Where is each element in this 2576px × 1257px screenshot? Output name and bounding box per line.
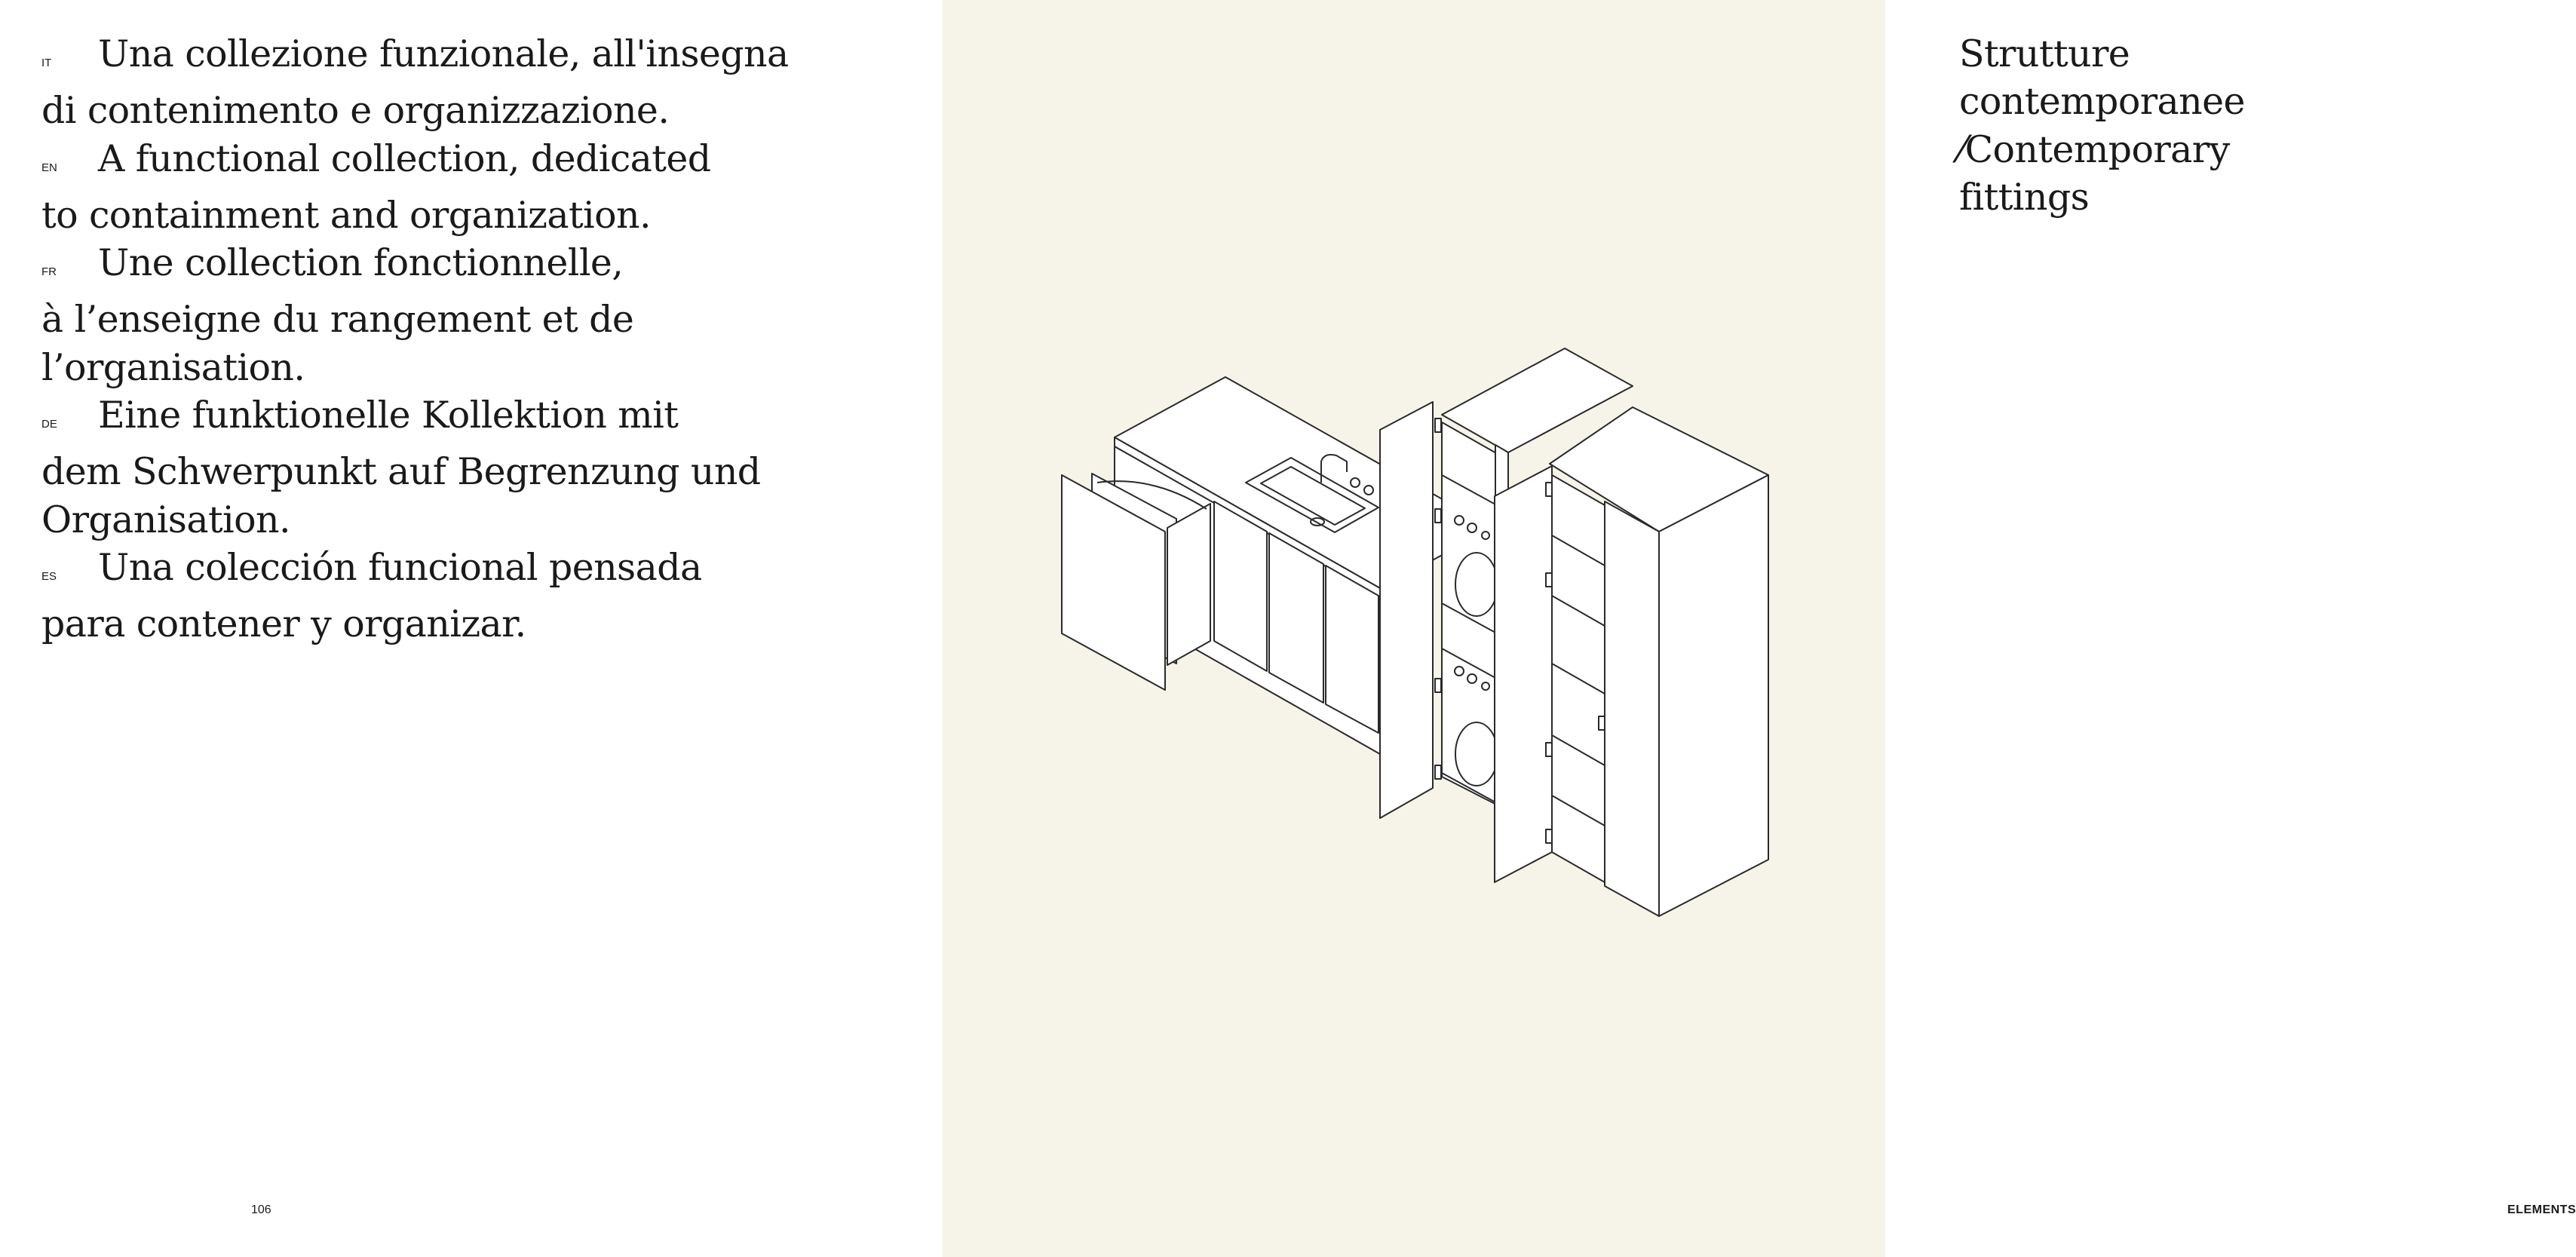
lang-label-it: IT [41, 57, 52, 69]
isometric-laundry-furniture-drawing [1048, 332, 1787, 935]
paragraph-de-lead: Eine funktionelle Kollektion mit [98, 394, 679, 437]
drawer-side [1167, 504, 1210, 665]
dryer-knob-3 [1482, 532, 1489, 539]
washer-knob-1 [1455, 667, 1464, 676]
base-door-2 [1269, 533, 1323, 703]
hinge-2 [1435, 509, 1441, 523]
page-number: 106 [251, 1203, 271, 1216]
paragraph-it-rest: di contenimento e organizzazione. [41, 89, 670, 133]
paragraph-de-rest: dem Schwerpunkt auf Begrenzung und Organisation. [41, 450, 761, 541]
paragraph-fr-lead: Une collection fonctionnelle, [98, 241, 624, 285]
hinge-7 [1546, 743, 1552, 756]
base-door-1 [1214, 501, 1267, 671]
paragraph-en-rest: to containment and organization. [41, 193, 651, 237]
hinge-3 [1435, 679, 1441, 692]
hinge-1 [1435, 418, 1441, 432]
paragraph-es-lead: Una colección funcional pensada [98, 545, 702, 589]
paragraph-fr-rest: à l’enseigne du rangement et de l’organisation. [41, 298, 634, 389]
paragraph-en-lead: A functional collection, dedicated [98, 136, 711, 180]
paragraph-it-lead: Una collezione funzionale, all'insegna [98, 32, 789, 75]
paragraph-es [41, 544, 909, 648]
washer-knob-2 [1467, 674, 1477, 683]
tall-door-right [1495, 466, 1552, 882]
hinge-8 [1546, 829, 1552, 843]
washer-knob-3 [1482, 682, 1489, 690]
section-title-italian: Strutture contemporanee [1959, 32, 2245, 124]
hinge-9 [1599, 716, 1605, 730]
hinge-4 [1435, 765, 1441, 779]
hinge-6 [1546, 573, 1552, 587]
faucet-knob-2 [1364, 486, 1373, 495]
lang-label-en: EN [41, 161, 57, 174]
paragraph-fr [41, 239, 690, 391]
lang-label-es: ES [41, 569, 57, 583]
paragraph-de [41, 391, 833, 544]
intro-text [41, 30, 909, 648]
paragraph-it [41, 30, 909, 135]
tall-unit-2-door [1605, 501, 1659, 916]
left-page [0, 0, 943, 1257]
section-title [1959, 30, 2245, 221]
paragraph-es-rest: para contener y organizar. [41, 602, 526, 646]
dryer-knob-2 [1467, 523, 1477, 532]
base-door-3 [1326, 566, 1378, 733]
lang-label-fr: FR [41, 265, 57, 279]
section-label: ELEMENTS [2507, 1203, 2576, 1216]
dryer-knob-1 [1455, 516, 1464, 525]
tall-door-left [1380, 402, 1433, 818]
section-title-english: ⁄Contemporary fittings [1959, 127, 2230, 219]
paragraph-en [41, 135, 909, 240]
hinge-5 [1546, 483, 1552, 496]
lang-label-de: DE [41, 418, 57, 431]
faucet-knob [1351, 478, 1360, 487]
tall-unit-2-side [1659, 475, 1768, 916]
